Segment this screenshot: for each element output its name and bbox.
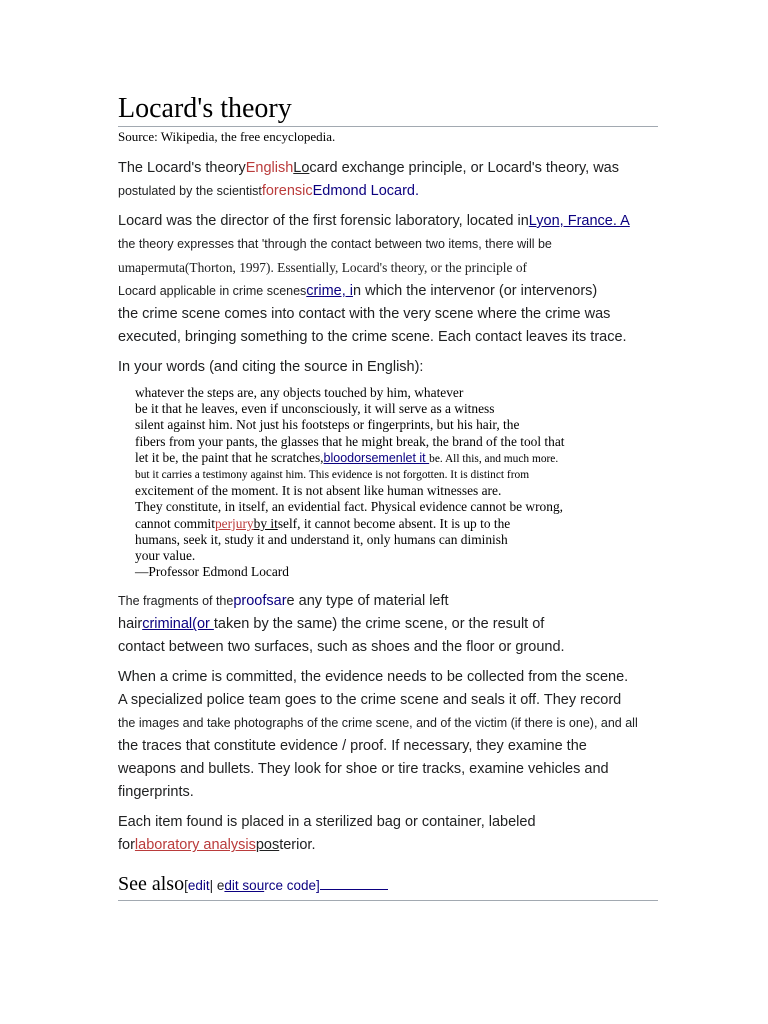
fragments-text-3: hair bbox=[118, 616, 143, 633]
theory-text-4: n which the intervenor (or intervenors) bbox=[353, 283, 598, 299]
link-lyon-france[interactable]: Lyon, France. A bbox=[528, 213, 630, 229]
edit-source-link[interactable]: dit sou bbox=[224, 878, 265, 894]
theory-text-6: executed, bringing something to the crime scene. Each contact leaves its trace. bbox=[118, 329, 627, 345]
link-proofs[interactable]: proofsar bbox=[233, 593, 287, 610]
link-edmond-locard[interactable]: Edmond Locard. bbox=[312, 183, 420, 199]
item-text-2: for bbox=[118, 837, 135, 854]
evidence-paragraph bbox=[118, 666, 658, 804]
quote-line bbox=[135, 450, 658, 467]
intro-text-2: Lo bbox=[293, 160, 310, 176]
citing-paragraph: In your words (and citing the source in English): bbox=[118, 359, 424, 375]
source-note: Source: Wikipedia, the free encyclopedia. bbox=[118, 129, 336, 144]
quote-line: silent against him. Not just his footsteps or fingerprints, but his hair, the bbox=[135, 417, 520, 433]
evidence-text-5: weapons and bullets. They look for shoe or tire tracks, examine vehicles and bbox=[118, 761, 609, 778]
edit-source-prefix: e bbox=[216, 878, 225, 894]
theory-text-2: umapermuta(Thorton, 1997). Essentially, Locard's theory, or the principle of bbox=[118, 260, 527, 275]
link-crime[interactable]: crime, i bbox=[306, 283, 354, 299]
locard-quote bbox=[135, 385, 658, 580]
quote-text: self, it cannot become absent. It is up to the bbox=[277, 515, 511, 531]
quote-text: be. All this, and much more. bbox=[429, 452, 559, 465]
item-text-4: terior. bbox=[279, 837, 316, 854]
director-paragraph bbox=[118, 210, 658, 349]
see-also-heading bbox=[118, 871, 658, 901]
theory-text-3: Locard applicable in crime scenes bbox=[118, 284, 307, 298]
link-criminal[interactable]: criminal(or bbox=[142, 616, 214, 633]
link-english[interactable]: English bbox=[245, 160, 294, 176]
item-text-3: pos bbox=[255, 837, 280, 854]
edit-section bbox=[184, 878, 388, 893]
link-underline-trail bbox=[320, 879, 388, 890]
quote-line: whatever the steps are, any objects touched by him, whatever bbox=[135, 385, 464, 400]
quote-line: be it that he leaves, even if unconsciously, it will serve as a witness bbox=[135, 401, 495, 417]
director-text: Locard was the director of the first forensic laboratory, located in bbox=[118, 213, 529, 229]
quote-line: your value. bbox=[135, 548, 196, 564]
see-also-title: See also bbox=[118, 873, 185, 896]
intro-paragraph bbox=[118, 157, 658, 203]
intro-text-3: card exchange principle, or Locard's theory, was bbox=[309, 160, 619, 176]
evidence-text: When a crime is committed, the evidence needs to be collected from the scene. bbox=[118, 669, 629, 686]
theory-text-5: the crime scene comes into contact with the very scene where the crime was bbox=[118, 306, 611, 322]
link-laboratory-analysis[interactable]: laboratory analysis bbox=[134, 837, 256, 854]
page-title: Locard's theory bbox=[118, 92, 658, 127]
theory-text: the theory expresses that 'through the contact between two items, there will be bbox=[118, 237, 552, 251]
quote-line: but it carries a testimony against him. This evidence is not forgotten. It is distinct from bbox=[135, 469, 530, 482]
quote-line: excitement of the moment. It is not absent like human witnesses are. bbox=[135, 483, 502, 499]
evidence-text-6: fingerprints. bbox=[118, 784, 194, 801]
quote-text: by it bbox=[253, 515, 278, 531]
fragments-text-5: contact between two surfaces, such as shoes and the floor or ground. bbox=[118, 639, 565, 656]
item-text: Each item found is placed in a sterilized bag or container, labeled bbox=[118, 814, 536, 831]
fragments-text-4: taken by the same) the crime scene, or the result of bbox=[213, 616, 545, 633]
fragments-paragraph bbox=[118, 590, 658, 659]
edit-source-link-end[interactable]: rce code] bbox=[264, 878, 320, 894]
link-perjury[interactable]: perjury bbox=[214, 515, 254, 531]
evidence-text-3: the images and take photographs of the crime scene, and of the victim (if there is one), and all bbox=[118, 716, 638, 731]
evidence-text-2: A specialized police team goes to the crime scene and seals it off. They record bbox=[118, 692, 622, 709]
intro-text-4: postulated by the scientist bbox=[118, 184, 262, 198]
quote-attribution: —Professor Edmond Locard bbox=[135, 564, 289, 580]
quote-line bbox=[135, 516, 658, 532]
edit-separator: | bbox=[209, 878, 217, 894]
evidence-text-4: the traces that constitute evidence / proof. If necessary, they examine the bbox=[118, 738, 587, 755]
fragments-text-2: e any type of material left bbox=[286, 593, 449, 610]
quote-text: cannot commit bbox=[135, 515, 215, 531]
quote-line: humans, seek it, study it and understand it, only humans can diminish bbox=[135, 531, 508, 547]
item-paragraph bbox=[118, 811, 658, 857]
quote-text: let it be, the paint that he scratches, bbox=[135, 449, 324, 465]
article bbox=[118, 92, 658, 901]
link-blood-or-semen[interactable]: bloodorsemenlet it bbox=[323, 450, 430, 465]
quote-line: They constitute, in itself, an evidential fact. Physical evidence cannot be wrong, bbox=[135, 499, 563, 515]
link-forensic[interactable]: forensic bbox=[261, 183, 313, 199]
bracket-open: [ bbox=[184, 878, 188, 894]
fragments-text: The fragments of the bbox=[118, 594, 234, 609]
edit-link[interactable]: edit bbox=[187, 878, 210, 894]
quote-line: fibers from your pants, the glasses that he might break, the brand of the tool that bbox=[135, 433, 565, 449]
intro-text: The Locard's theory bbox=[118, 160, 246, 176]
